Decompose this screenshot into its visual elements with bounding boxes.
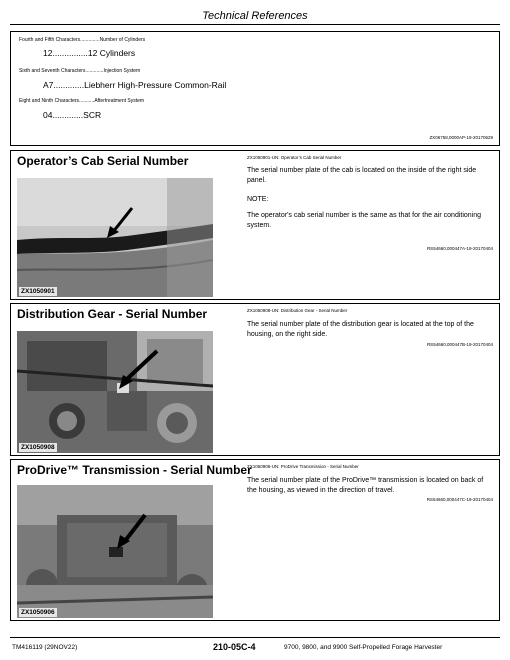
transmission-photo xyxy=(17,485,213,618)
section-title: Operator’s Cab Serial Number xyxy=(17,154,189,168)
engine-serial-box xyxy=(10,31,500,146)
footer-rule xyxy=(10,637,500,638)
section-text: The serial number plate of the cab is located on the inside of the right side panel. xyxy=(247,167,477,184)
engine-ref: ZX06758,0000AP-19-20170629 xyxy=(429,135,493,140)
distribution-gear-section xyxy=(10,303,500,456)
cab-photo-image xyxy=(17,178,213,297)
note-label: NOTE: xyxy=(247,196,269,203)
page-header-title: Technical References xyxy=(202,10,308,22)
photo-label: ZX1050908 xyxy=(21,444,55,451)
transmission-photo-image xyxy=(17,485,213,618)
cab-photo xyxy=(17,178,213,297)
section-ref: RS54660,000447C-19-20170404 xyxy=(426,497,493,502)
footer-page-number: 210-05C-4 xyxy=(213,642,256,652)
footer-product: 9700, 9800, and 9900 Self-Propelled Forage Harvester xyxy=(284,644,443,651)
prodrive-transmission-section xyxy=(10,459,500,621)
section-id: ZX1050906-UN: ProDrive Transmission - Serial Number xyxy=(247,464,359,469)
section-id: ZX1050901-UN: Operator’s Cab Serial Number xyxy=(247,155,342,160)
engine-line-2-value: A7.............Liebherr High-Pressure Common-Rail xyxy=(43,80,227,90)
distribution-gear-photo xyxy=(17,331,213,453)
section-ref: RS54660,000447A-19-20170404 xyxy=(426,246,493,251)
section-id: ZX1050908-UN: Distribution Gear - Serial Number xyxy=(247,308,348,313)
section-ref: RS54660,000447B-19-20170404 xyxy=(426,342,493,347)
footer-doc-id: TM416119 (29NOV22) xyxy=(12,644,78,651)
section-text: The serial number plate of the distribution gear is located at the top of the housing, on the right side. xyxy=(247,321,474,338)
engine-line-3-label: Eight and Ninth Characters...........Aftertreatment System xyxy=(19,98,145,104)
engine-line-1-value: 12...............12 Cylinders xyxy=(43,48,136,58)
section-title: ProDrive™ Transmission - Serial Number xyxy=(17,463,252,477)
engine-line-1-label: Fourth and Fifth Characters..............Number of Cylinders xyxy=(19,37,146,43)
note-text: The operator's cab serial number is the same as that for the air conditioning system. xyxy=(247,212,482,229)
photo-label: ZX1050906 xyxy=(21,609,55,616)
section-title: Distribution Gear - Serial Number xyxy=(17,307,208,321)
engine-line-2-label: Sixth and Seventh Characters.............Injection System xyxy=(19,68,141,74)
header-rule xyxy=(10,24,500,25)
distribution-gear-photo-image xyxy=(17,331,213,453)
engine-line-3-value: 04.............SCR xyxy=(43,110,102,120)
photo-label: ZX1050901 xyxy=(21,288,55,295)
section-text: The serial number plate of the ProDrive™ transmission is located on back of the housing, as viewed in the direction of travel. xyxy=(247,477,484,494)
cab-serial-section xyxy=(10,150,500,300)
